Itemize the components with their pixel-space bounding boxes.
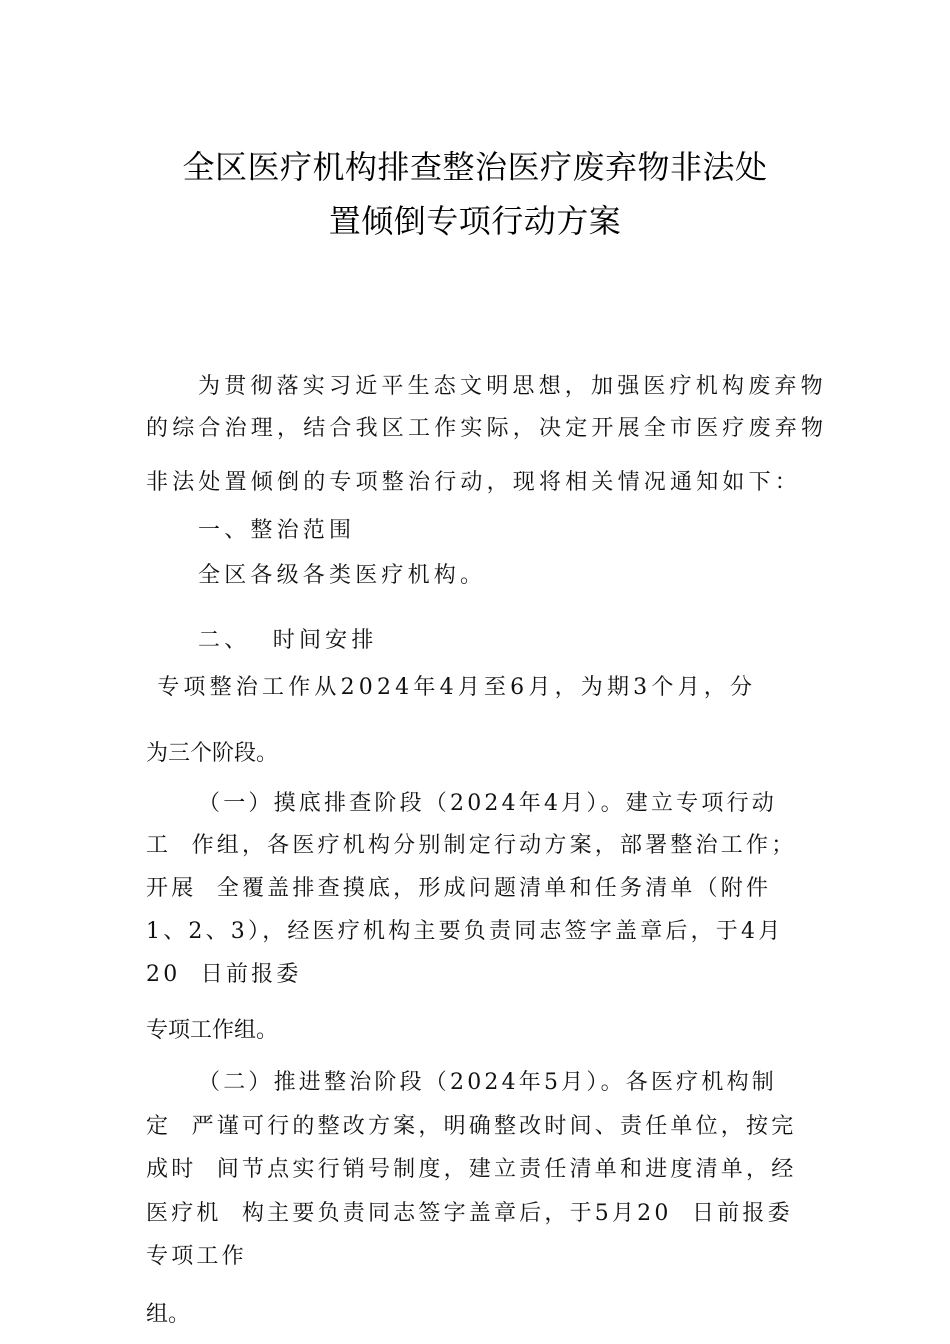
intro-line: 非法处置倾倒的专项整治行动，现将相关情况通知如下： bbox=[146, 470, 802, 495]
intro-line: 的综合治理，结合我区工作实际，决定开展全市医疗废弃物 bbox=[146, 416, 828, 441]
stage1-line: 开展 全覆盖排查摸底，形成问题清单和任务清单（附件 bbox=[146, 876, 772, 901]
section-body-scope: 全区各级各类医疗机构。 bbox=[198, 563, 487, 588]
schedule-line: 为三个阶段。 bbox=[146, 741, 279, 766]
document-title-line-1: 全区医疗机构排查整治医疗废弃物非法处 bbox=[182, 148, 768, 186]
stage1-line: 工 作组，各医疗机构分别制定行动方案，部署整治工作； bbox=[146, 833, 797, 858]
stage1-line: （一）摸底排查阶段（2024年4月）。建立专项行动 bbox=[198, 791, 777, 816]
section-heading-scope: 一、整治范围 bbox=[198, 518, 356, 543]
stage2-line: 组。 bbox=[146, 1302, 191, 1327]
stage2-line: 专项工作 bbox=[146, 1244, 247, 1269]
intro-line: 为贯彻落实习近平生态文明思想，加强医疗机构废弃物 bbox=[198, 374, 827, 399]
section-heading-schedule: 二、 时间安排 bbox=[198, 628, 378, 653]
stage2-line: 成时 间节点实行销号制度，建立责任清单和进度清单，经 bbox=[146, 1157, 797, 1182]
schedule-line: 专项整治工作从2024年4月至6月，为期3个月，分 bbox=[146, 675, 757, 700]
stage1-line: 专项工作组。 bbox=[146, 1018, 279, 1043]
stage1-line: 20 日前报委 bbox=[146, 962, 302, 987]
document-title-line-2: 置倾倒专项行动方案 bbox=[328, 202, 622, 240]
stage1-line: 1、2、3），经医疗机构主要负责同志签字盖章后，于4月 bbox=[146, 919, 784, 944]
stage2-line: （二）推进整治阶段（2024年5月）。各医疗机构制 bbox=[198, 1070, 777, 1095]
stage2-line: 定 严谨可行的整改方案，明确整改时间、责任单位，按完 bbox=[146, 1114, 797, 1139]
stage2-line: 医疗机 构主要负责同志签字盖章后，于5月20 日前报委 bbox=[146, 1201, 793, 1226]
